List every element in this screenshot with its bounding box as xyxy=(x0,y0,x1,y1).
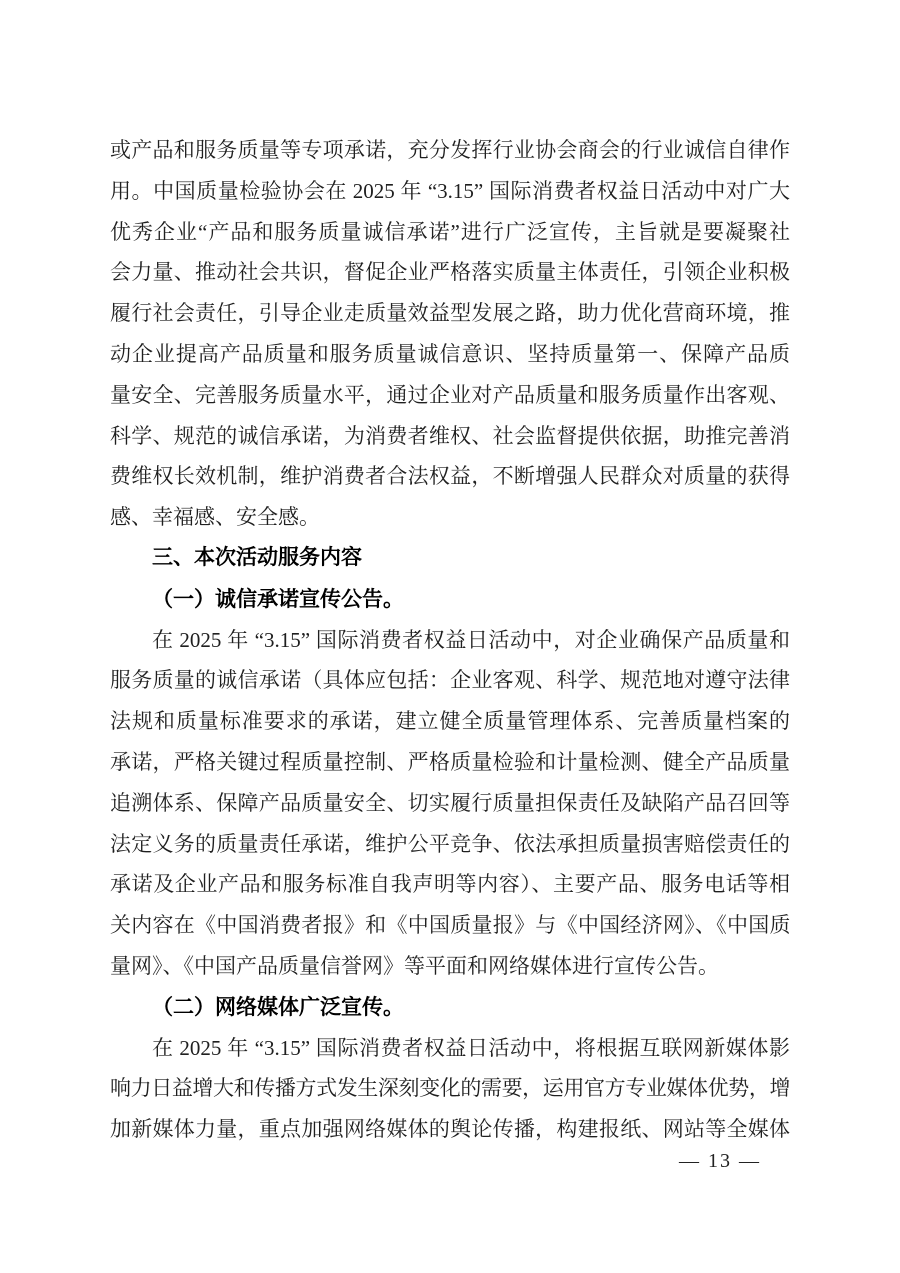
text-line: 法定义务的质量责任承诺，维护公平竞争、依法承担质量损害赔偿责任的 xyxy=(110,831,790,856)
text-line: 承诺，严格关键过程质量控制、严格质量检验和计量检测、健全产品质量 xyxy=(110,749,790,774)
text-line: 加新媒体力量，重点加强网络媒体的舆论传播，构建报纸、网站等全媒体 xyxy=(110,1117,790,1142)
subsection-heading-2: （二）网络媒体广泛宣传。 xyxy=(152,994,404,1019)
text-line: 用。中国质量检验协会在 2025 年 “3.15” 国际消费者权益日活动中对广大 xyxy=(110,178,790,203)
text-line: 响力日益增大和传播方式发生深刻变化的需要，运用官方专业媒体优势，增 xyxy=(110,1076,790,1101)
text-line: 承诺及企业产品和服务标准自我声明等内容）、主要产品、服务电话等相 xyxy=(110,872,790,897)
text-line: 费维权长效机制，维护消费者合法权益，不断增强人民群众对质量的获得 xyxy=(110,464,790,489)
text-line: 或产品和服务质量等专项承诺，充分发挥行业协会商会的行业诚信自律作 xyxy=(110,138,790,162)
text-line: 科学、规范的诚信承诺，为消费者维权、社会监督提供依据，助推完善消 xyxy=(110,423,790,448)
text-line: 感、幸福感、安全感。 xyxy=(110,505,320,530)
text-line: 量网》、《中国产品质量信誉网》等平面和网络媒体进行宣传公告。 xyxy=(110,953,719,978)
text-line: 动企业提高产品质量和服务质量诚信意识、坚持质量第一、保障产品质 xyxy=(110,341,790,366)
text-line: 会力量、推动社会共识，督促企业严格落实质量主体责任，引领企业积极 xyxy=(110,260,790,285)
text-line: 关内容在《中国消费者报》和《中国质量报》与《中国经济网》、《中国质 xyxy=(110,913,790,938)
page-number: — 13 — xyxy=(679,1150,761,1172)
text-line: 在 2025 年 “3.15” 国际消费者权益日活动中，将根据互联网新媒体影 xyxy=(152,1035,790,1060)
text-line: 量安全、完善服务质量水平，通过企业对产品质量和服务质量作出客观、 xyxy=(110,382,790,407)
text-line: 履行社会责任，引导企业走质量效益型发展之路，助力优化营商环境，推 xyxy=(110,301,790,326)
text-line: 法规和质量标准要求的承诺，建立健全质量管理体系、完善质量档案的 xyxy=(110,709,790,734)
text-line: 追溯体系、保障产品质量安全、切实履行质量担保责任及缺陷产品召回等 xyxy=(110,790,790,815)
text-line: 优秀企业“产品和服务质量诚信承诺”进行广泛宣传，主旨就是要凝聚社 xyxy=(110,219,790,244)
subsection-heading-1: （一）诚信承诺宣传公告。 xyxy=(152,586,404,611)
text-line: 在 2025 年 “3.15” 国际消费者权益日活动中，对企业确保产品质量和 xyxy=(152,627,790,652)
document-body xyxy=(110,130,790,1150)
section-heading: 三、本次活动服务内容 xyxy=(152,545,362,569)
text-line: 服务质量的诚信承诺（具体应包括：企业客观、科学、规范地对遵守法律 xyxy=(110,668,790,693)
